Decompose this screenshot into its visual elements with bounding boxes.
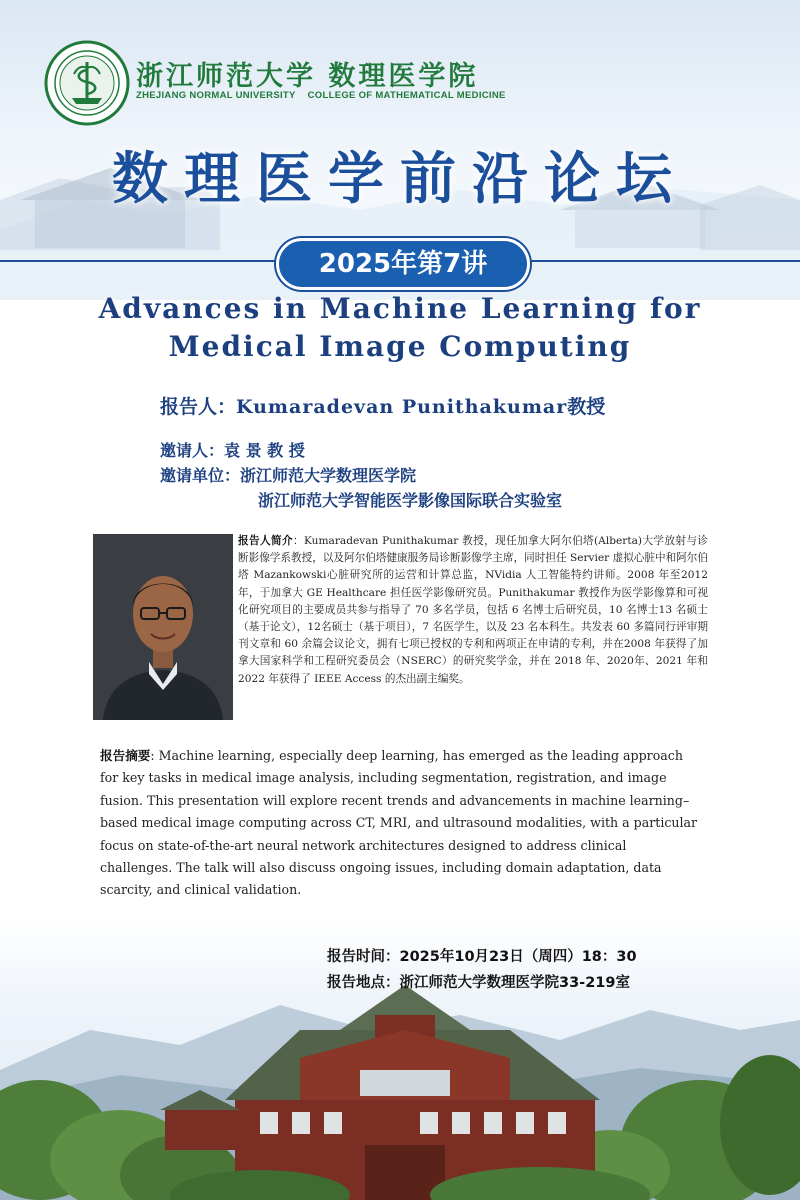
talk-title-line-2: Medical Image Computing [168, 330, 632, 363]
inviter-name: 袁 景 教 授 [224, 441, 305, 460]
university-name-english: ZHEJIANG NORMAL UNIVERSITY [136, 90, 296, 101]
abstract-label: 报告摘要 [100, 748, 151, 763]
inviter-line [160, 438, 305, 461]
place-value: 浙江师范大学数理医学院33-219室 [399, 975, 630, 991]
college-name-english [136, 90, 506, 101]
time-label: 报告时间： [327, 949, 400, 965]
bio-text: ：Kumaradevan Punithakumar 教授，现任加拿大阿尔伯塔(Alberta)大学放射与诊断影像学系教授，以及阿尔伯塔健康服务局诊断影像学主席，同时担任 Servier 虚拟心脏中和阿尔伯塔 Mazankowski心脏研究所的运营和计算总监，NVidia 人工智能特约讲师。2008 年至2012 年，于加拿大 GE Healthcare 担任医学影像研究员。Punithakumar 教授作为医学影像算和可视化研究项目的主要成员共参与指导了 70 多名学员，包括 6 名博士后研究员，10 名博士13 名硕士（基于论文），12名硕士（基于项目），7 名医学生，以及 23 名本科生。共发表 60 多篇同行评审期刊文章和 60 余篇会议论文，拥有七项已授权的专利和两项正在申请的专利，并在2008 年获得了加拿大国家科学和工程研究委员会（NSERC）的研究奖学金，并在 2018 年、2020年、2021 年和 2022 年获得了 IEEE Access 的杰出副主编奖。 [238, 535, 709, 685]
speaker-photo [93, 534, 233, 720]
host-unit-2: 浙江师范大学智能医学影像国际联合实验室 [258, 491, 563, 510]
abstract-text: : Machine learning, especially deep learning, has emerged as the leading approach for key tasks in medical image analysis, including segmentation, registration, and image fusion. This presentation will explore recent trends and advancements in machine learning–based medical image computing across CT, MRI, and ultrasound modalities, with a particular focus on state-of-the-art neural network architectures designed to address clinical challenges. The talk will also discuss ongoing issues, including domain adaptation, data scarcity, and clinical validation. [100, 748, 698, 898]
speaker-name: Kumaradevan Punithakumar [236, 396, 568, 418]
talk-time-line [327, 945, 637, 966]
host-unit-1: 浙江师范大学数理医学院 [240, 466, 417, 485]
inviter-label: 邀请人： [160, 441, 225, 460]
session-badge: 2025年第7讲 [276, 238, 530, 290]
speaker-line [160, 392, 605, 419]
talk-place-line [327, 971, 630, 992]
host-label: 邀请单位： [160, 466, 241, 485]
talk-title [40, 290, 760, 366]
host-unit-line-2 [258, 488, 562, 511]
speaker-title: 教授 [567, 396, 606, 418]
bio-label: 报告人简介 [238, 535, 293, 547]
university-seal-logo [44, 40, 130, 126]
host-unit-line-1 [160, 463, 416, 486]
speaker-label: 报告人： [160, 396, 237, 418]
place-label: 报告地点： [327, 975, 400, 991]
talk-abstract [100, 745, 702, 902]
college-name-chinese: 浙江师范大学 数理医学院 [136, 61, 479, 92]
time-value: 2025年10月23日（周四）18：30 [399, 949, 637, 965]
forum-title: 数理医学前沿论坛 [112, 147, 688, 212]
speaker-bio [238, 533, 708, 688]
talk-title-line-1: Advances in Machine Learning for [98, 292, 702, 325]
college-name-english-text: COLLEGE OF MATHEMATICAL MEDICINE [307, 90, 506, 101]
